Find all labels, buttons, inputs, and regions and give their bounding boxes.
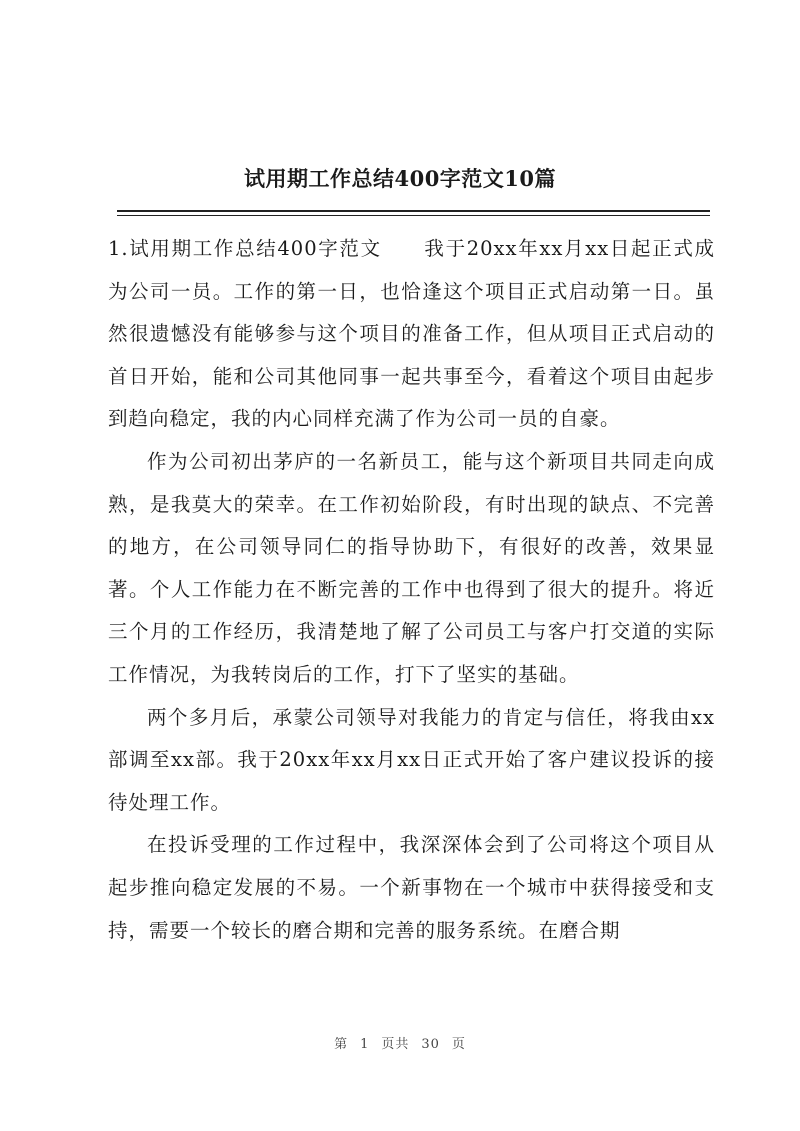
paragraph-text: 我于20xx年xx月xx日起正式成为公司一员。工作的第一日，也恰逢这个项目正式启动第一日。虽然很遗憾没有能够参与这个项目的准备工作，但从项目正式启动的首日开始，能和公司其他同事一起共事至今，看着这个项目由起步到趋向稳定，我的内心同样充满了作为公司一员的自豪。: [108, 237, 715, 431]
paragraph-1: [108, 228, 715, 441]
section-heading: 1.试用期工作总结400字范文: [108, 237, 382, 260]
paragraph-3: 两个多月后，承蒙公司领导对我能力的肯定与信任，将我由xx部调至xx部。我于20xx年xx月xx日正式开始了客户建议投诉的接待处理工作。: [108, 705, 715, 814]
paragraph-2: 作为公司初出茅庐的一名新员工，能与这个新项目共同走向成熟，是我莫大的荣幸。在工作初始阶段，有时出现的缺点、不完善的地方，在公司领导同仁的指导协助下，有很好的改善，效果显著。个人工作能力在不断完善的工作中也得到了很大的提升。将近三个月的工作经历，我清楚地了解了公司员工与客户打交道的实际工作情况，为我转岗后的工作，打下了坚实的基础。: [108, 449, 715, 686]
document-body: [108, 228, 715, 952]
title-divider: [117, 210, 710, 212]
page-total: 30: [421, 1037, 440, 1052]
page-current: 1: [360, 1037, 370, 1052]
page-label-mid: 页共: [381, 1037, 410, 1052]
page-label-pre: 第: [334, 1037, 349, 1052]
title-divider-thin: [117, 215, 710, 216]
page-label-post: 页: [451, 1037, 466, 1052]
document-title: 试用期工作总结400字范文10篇: [243, 166, 557, 191]
page-footer: [0, 1033, 800, 1052]
paragraph-4: 在投诉受理的工作过程中，我深深体会到了公司将这个项目从起步推向稳定发展的不易。一个新事物在一个城市中获得接受和支持，需要一个较长的磨合期和完善的服务系统。在磨合期: [108, 833, 715, 942]
